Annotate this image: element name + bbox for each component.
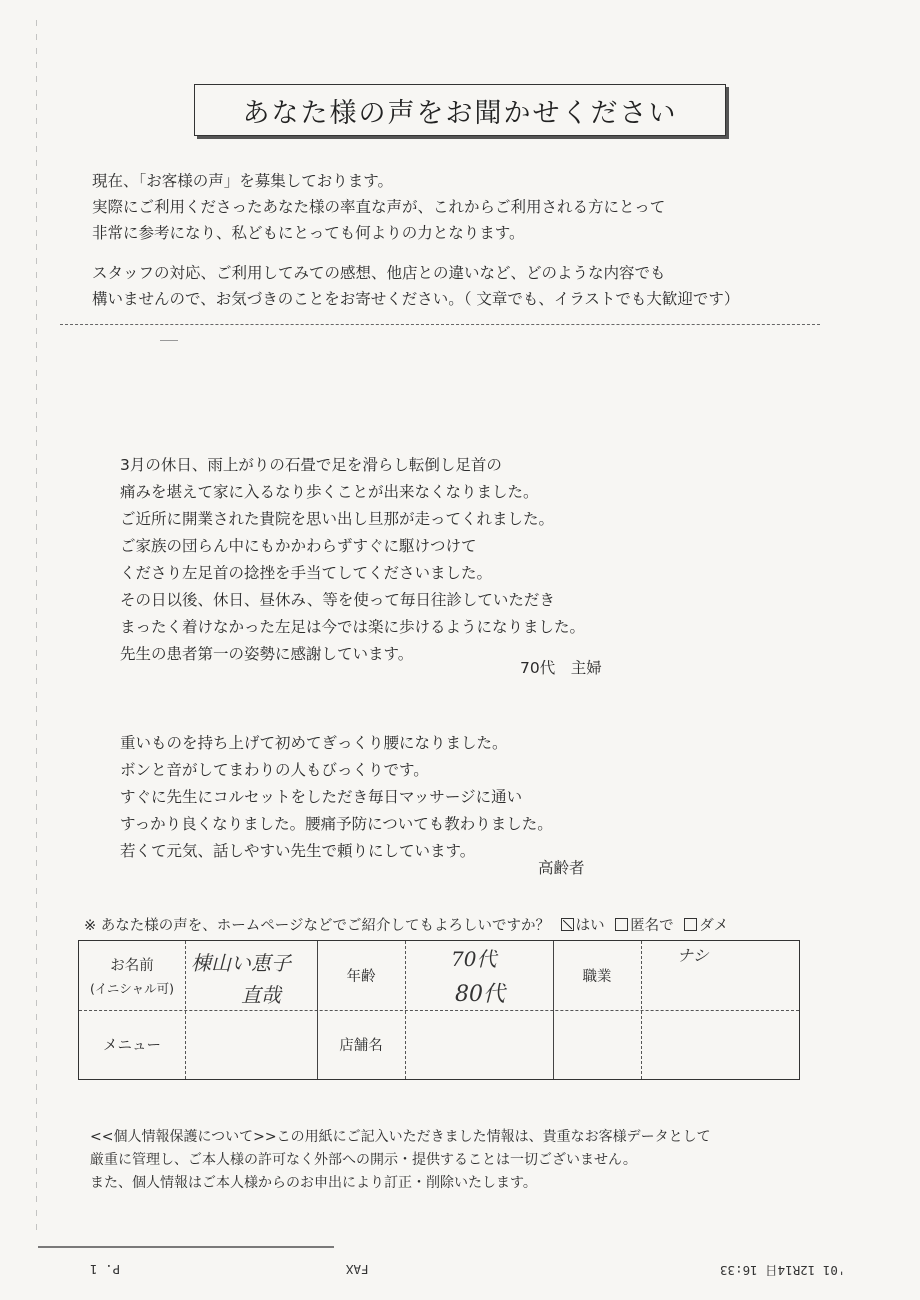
intro-paragraph-1 <box>92 168 852 246</box>
fax-page-number: P. 1 <box>90 1262 121 1277</box>
testimonial-1-signature: 70代 主婦 <box>520 659 602 677</box>
testimonial-line: 3月の休日、雨上がりの石畳で足を滑らし転倒し足首の <box>120 456 502 474</box>
testimonial-2-signature: 高齢者 <box>538 859 585 877</box>
job-handwritten: ナシ <box>677 946 709 965</box>
fax-timestamp: '01 12R14日 16:33 <box>720 1263 846 1278</box>
checkbox-icon[interactable] <box>684 918 697 931</box>
name-field[interactable] <box>185 941 317 1010</box>
fax-label: FAX <box>346 1262 369 1277</box>
consent-question <box>84 914 884 935</box>
intro-line: 実際にご利用くださったあなた様の率直な声が、これからご利用される方にとって <box>92 198 666 216</box>
menu-field[interactable] <box>185 1010 317 1079</box>
stray-mark <box>160 340 178 341</box>
checkbox-icon[interactable] <box>615 918 628 931</box>
store-label: 店舗名 <box>339 1038 383 1054</box>
testimonial-line: 先生の患者第一の姿勢に感謝しています。 <box>120 645 414 663</box>
customer-info-table <box>78 940 800 1080</box>
privacy-line: また、個人情報はご本人様からのお申出により訂正・削除いたします。 <box>90 1175 537 1191</box>
name-sublabel: (イニシャル可) <box>89 981 174 996</box>
privacy-notice <box>90 1126 870 1195</box>
name-label-cell <box>79 941 185 1010</box>
menu-label: メニュー <box>103 1038 161 1054</box>
checkbox-checked-icon[interactable] <box>561 918 574 931</box>
testimonial-line: まったく着けなかった左足は今では楽に歩けるようになりました。 <box>120 618 586 636</box>
testimonial-line: ご家族の団らん中にもかかわらずすぐに駆けつけて <box>120 537 477 555</box>
testimonial-line: すぐに先生にコルセットをしただき毎日マッサージに通い <box>120 788 523 806</box>
margin-rule <box>36 20 37 1230</box>
name-handwritten-2: 直哉 <box>241 983 281 1007</box>
job-label: 職業 <box>582 969 612 985</box>
intro-line: スタッフの対応、ご利用してみての感想、他店との違いなど、どのような内容でも <box>92 264 666 282</box>
testimonial-2 <box>120 730 740 865</box>
testimonial-line: ご近所に開業された貴院を思い出し旦那が走ってくれました。 <box>120 510 555 528</box>
testimonial-line: 若くて元気、話しやすい先生で頼りにしています。 <box>120 842 476 860</box>
age-handwritten-1: 70代 <box>451 947 497 971</box>
job-field[interactable] <box>641 941 799 1010</box>
consent-option-anonymous[interactable] <box>615 918 674 934</box>
consent-option-label: 匿名で <box>630 918 674 934</box>
page-title: あなた様の声をお聞かせください <box>194 84 726 136</box>
menu-label-cell <box>79 1010 185 1079</box>
age-label-cell <box>317 941 405 1010</box>
age-field[interactable] <box>405 941 553 1010</box>
consent-option-yes[interactable] <box>561 918 605 934</box>
intro-line: 構いませんので、お気づきのことをお寄せください。（ 文章でも、イラストでも大歓迎です） <box>92 290 740 308</box>
testimonial-line: 重いものを持ち上げて初めてぎっくり腰になりました。 <box>120 734 508 752</box>
consent-option-label: ダメ <box>699 918 729 934</box>
intro-line: 非常に参考になり、私どもにとっても何よりの力となります。 <box>92 224 525 242</box>
name-label: お名前 <box>110 958 154 974</box>
testimonial-line: 痛みを堪えて家に入るなり歩くことが出来なくなりました。 <box>120 483 539 501</box>
privacy-line: 厳重に管理し、ご本人様の許可なく外部への開示・提供することは一切ございません。 <box>90 1152 637 1168</box>
store-field[interactable] <box>405 1010 799 1079</box>
age-label: 年齢 <box>346 969 376 985</box>
intro-text <box>92 168 852 326</box>
consent-text: ※ あなた様の声を、ホームページなどでご紹介してもよろしいですか？ <box>84 918 550 934</box>
testimonial-1 <box>120 452 740 668</box>
job-label-cell <box>553 941 641 1010</box>
testimonial-line: すっかり良くなりました。腰痛予防についても教わりました。 <box>120 815 553 833</box>
testimonial-line: くださり左足首の捻挫を手当てしてくださいました。 <box>120 564 493 582</box>
privacy-line: <<個人情報保護について>>この用紙にご記入いただきました情報は、貴重なお客様データとして <box>90 1129 711 1145</box>
intro-line: 現在、「お客様の声」を募集しております。 <box>92 172 394 190</box>
store-label-cell <box>317 1010 405 1079</box>
intro-paragraph-2 <box>92 260 852 312</box>
fax-header-rule <box>38 1246 334 1248</box>
testimonial-line: その日以後、休日、昼休み、等を使って毎日往診していただき <box>120 591 555 609</box>
consent-option-no[interactable] <box>684 918 728 934</box>
testimonial-line: ボンと音がしてまわりの人もびっくりです。 <box>120 761 429 779</box>
consent-option-label: はい <box>575 918 605 934</box>
name-handwritten-1: 棟山い恵子 <box>191 951 291 975</box>
section-divider <box>60 324 820 325</box>
age-handwritten-2: 80代 <box>455 982 505 1007</box>
